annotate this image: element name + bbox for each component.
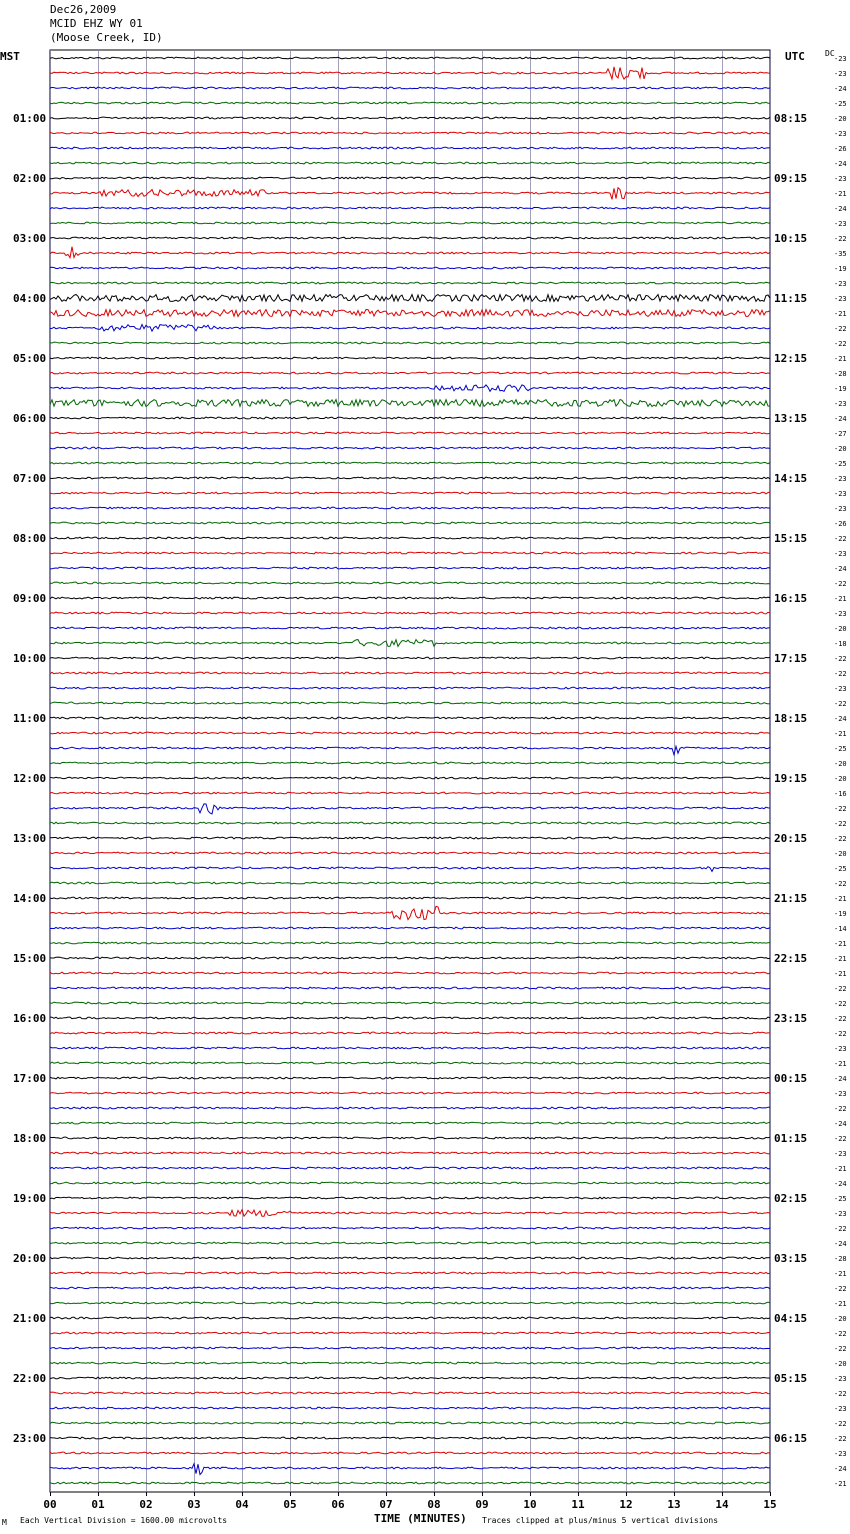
dc-offset-label: -20 — [834, 1315, 847, 1323]
dc-offset-label: -23 — [834, 1090, 847, 1098]
seismic-trace — [50, 1062, 770, 1064]
x-tick-label: 14 — [715, 1498, 729, 1511]
seismic-trace — [50, 792, 770, 794]
dc-offset-label: -22 — [834, 1390, 847, 1398]
seismic-trace — [50, 372, 770, 374]
hour-label-utc: 06:15 — [774, 1432, 808, 1445]
hour-label-mst: 06:00 — [13, 412, 47, 425]
hour-label-mst: 14:00 — [13, 892, 47, 905]
seismic-trace — [50, 1152, 770, 1154]
station-label: MCID EHZ WY 01 — [50, 17, 143, 30]
dc-offset-label: -22 — [834, 1330, 847, 1338]
dc-offset-label: -22 — [834, 655, 847, 663]
seismic-trace — [50, 67, 770, 79]
x-tick-label: 00 — [43, 1498, 57, 1511]
seismic-trace — [50, 117, 770, 119]
dc-offset-label: -22 — [834, 880, 847, 888]
hour-label-mst: 07:00 — [13, 472, 47, 485]
hour-label-mst: 20:00 — [13, 1252, 47, 1265]
dc-offset-label: -23 — [834, 1450, 847, 1458]
seismic-trace — [50, 1257, 770, 1259]
hour-label-utc: 19:15 — [774, 772, 808, 785]
dc-offset-label: -21 — [834, 970, 847, 978]
x-tick-label: 03 — [187, 1498, 201, 1511]
hour-label-utc: 22:15 — [774, 952, 808, 965]
seismic-trace — [50, 1362, 770, 1364]
plot-frame — [50, 50, 770, 1492]
hour-label-mst: 21:00 — [13, 1312, 47, 1325]
dc-offset-label: -22 — [834, 1345, 847, 1353]
dc-offset-label: -21 — [834, 355, 847, 363]
dc-offset-label: -21 — [834, 940, 847, 948]
hour-label-utc: 05:15 — [774, 1372, 808, 1385]
dc-offset-label: -22 — [834, 1285, 847, 1293]
seismic-trace — [50, 687, 770, 689]
dc-offset-label: -19 — [834, 265, 847, 273]
x-tick-label: 04 — [235, 1498, 249, 1511]
hour-label-utc: 10:15 — [774, 232, 808, 245]
location-label: (Moose Creek, ID) — [50, 31, 163, 44]
dc-offset-label: -22 — [834, 1015, 847, 1023]
clip-note: Traces clipped at plus/minus 5 vertical divisions — [482, 1516, 719, 1525]
seismic-trace — [50, 804, 770, 814]
scale-note: Each Vertical Division = 1600.00 microvolts — [20, 1516, 228, 1525]
seismic-trace — [50, 837, 770, 839]
seismic-trace — [50, 492, 770, 494]
seismic-trace — [50, 507, 770, 509]
right-timezone-label: UTC — [785, 50, 805, 63]
seismic-trace — [50, 897, 770, 899]
seismic-trace — [50, 282, 770, 284]
seismic-trace — [50, 102, 770, 104]
seismic-trace — [50, 987, 770, 989]
hour-label-mst: 11:00 — [13, 712, 47, 725]
hour-label-mst: 23:00 — [13, 1432, 47, 1445]
seismic-trace — [50, 852, 770, 854]
seismic-trace — [50, 1347, 770, 1349]
seismic-trace — [50, 640, 770, 647]
dc-offset-label: -23 — [834, 1210, 847, 1218]
dc-offset-label: -18 — [834, 640, 847, 648]
seismic-trace — [50, 597, 770, 599]
dc-offset-label: -23 — [834, 505, 847, 513]
dc-offset-label: -23 — [834, 295, 847, 303]
hour-label-utc: 00:15 — [774, 1072, 808, 1085]
seismic-trace — [50, 1122, 770, 1124]
seismic-trace — [50, 746, 770, 754]
seismic-trace — [50, 1167, 770, 1169]
seismic-trace — [50, 1017, 770, 1019]
dc-offset-label: -24 — [834, 1120, 847, 1128]
seismic-trace — [50, 537, 770, 539]
dc-offset-label: -21 — [834, 1165, 847, 1173]
seismic-trace — [50, 477, 770, 479]
x-tick-label: 12 — [619, 1498, 633, 1511]
seismic-trace — [50, 447, 770, 449]
seismic-trace — [50, 717, 770, 719]
hour-label-utc: 16:15 — [774, 592, 808, 605]
hour-label-utc: 02:15 — [774, 1192, 808, 1205]
dc-offset-label: -23 — [834, 475, 847, 483]
dc-offset-label: -23 — [834, 610, 847, 618]
seismic-trace — [50, 87, 770, 89]
dc-offset-label: -20 — [834, 850, 847, 858]
dc-offset-label: -20 — [834, 1360, 847, 1368]
seismic-trace — [50, 957, 770, 959]
seismic-trace — [50, 1317, 770, 1319]
hour-label-mst: 15:00 — [13, 952, 47, 965]
seismic-trace — [50, 942, 770, 944]
dc-offset-label: -21 — [834, 955, 847, 963]
dc-offset-label: -22 — [834, 700, 847, 708]
seismic-trace — [50, 1210, 770, 1217]
dc-offset-label: -28 — [834, 370, 847, 378]
hour-label-mst: 13:00 — [13, 832, 47, 845]
dc-offset-label: -22 — [834, 1225, 847, 1233]
date-label: Dec26,2009 — [50, 3, 117, 16]
hour-label-mst: 12:00 — [13, 772, 47, 785]
hour-label-mst: 09:00 — [13, 592, 47, 605]
dc-offset-label: -24 — [834, 160, 847, 168]
dc-offset-label: -20 — [834, 115, 847, 123]
dc-offset-label: -24 — [834, 1075, 847, 1083]
dc-offset-label: -25 — [834, 1195, 847, 1203]
dc-offset-label: -24 — [834, 1465, 847, 1473]
dc-offset-label: -24 — [834, 205, 847, 213]
dc-offset-label: -22 — [834, 340, 847, 348]
x-axis-title: TIME (MINUTES) — [374, 1512, 467, 1525]
dc-offset-label: -24 — [834, 565, 847, 573]
seismic-trace — [50, 132, 770, 134]
dc-offset-label: -21 — [834, 895, 847, 903]
dc-offset-label: -24 — [834, 85, 847, 93]
x-tick-label: 11 — [571, 1498, 585, 1511]
dc-offset-label: -25 — [834, 460, 847, 468]
x-tick-label: 06 — [331, 1498, 345, 1511]
dc-offset-label: -23 — [834, 685, 847, 693]
hour-label-mst: 04:00 — [13, 292, 47, 305]
seismic-trace — [50, 325, 770, 332]
seismic-trace — [50, 1032, 770, 1034]
seismic-trace — [50, 1407, 770, 1409]
seismic-trace — [50, 1047, 770, 1049]
seismic-trace — [50, 627, 770, 629]
seismic-trace — [50, 57, 770, 59]
seismic-trace — [50, 552, 770, 554]
hour-label-utc: 18:15 — [774, 712, 808, 725]
hour-label-mst: 18:00 — [13, 1132, 47, 1145]
hour-label-mst: 03:00 — [13, 232, 47, 245]
dc-offset-label: -23 — [834, 1150, 847, 1158]
dc-offset-label: -25 — [834, 745, 847, 753]
dc-offset-label: -20 — [834, 775, 847, 783]
seismic-trace — [50, 357, 770, 359]
hour-label-utc: 17:15 — [774, 652, 808, 665]
dc-offset-label: -20 — [834, 760, 847, 768]
seismic-trace — [50, 906, 770, 919]
x-tick-label: 10 — [523, 1498, 537, 1511]
seismic-trace — [50, 1197, 770, 1199]
dc-offset-label: -19 — [834, 910, 847, 918]
hour-label-utc: 03:15 — [774, 1252, 808, 1265]
seismic-trace — [50, 1272, 770, 1274]
dc-offset-label: -21 — [834, 1480, 847, 1488]
hour-label-mst: 05:00 — [13, 352, 47, 365]
hour-label-utc: 21:15 — [774, 892, 808, 905]
seismic-trace — [50, 972, 770, 974]
dc-offset-label: -23 — [834, 55, 847, 63]
dc-offset-label: -22 — [834, 1030, 847, 1038]
hour-label-utc: 09:15 — [774, 172, 808, 185]
dc-offset-label: -23 — [834, 220, 847, 228]
seismic-trace — [50, 1302, 770, 1304]
dc-offset-label: -22 — [834, 985, 847, 993]
seismic-trace — [50, 1092, 770, 1094]
hour-label-utc: 15:15 — [774, 532, 808, 545]
seismic-trace — [50, 1137, 770, 1139]
seismic-trace — [50, 1242, 770, 1244]
dc-offset-label: -24 — [834, 1240, 847, 1248]
seismic-trace — [50, 672, 770, 674]
dc-offset-label: -19 — [834, 385, 847, 393]
seismic-trace — [50, 222, 770, 224]
seismic-trace — [50, 462, 770, 464]
seismic-trace — [50, 1077, 770, 1079]
seismic-trace — [50, 1287, 770, 1289]
seismic-trace — [50, 342, 770, 344]
seismic-trace — [50, 732, 770, 734]
dc-offset-label: -22 — [834, 1105, 847, 1113]
hour-label-mst: 10:00 — [13, 652, 47, 665]
dc-offset-label: -20 — [834, 445, 847, 453]
hour-label-utc: 04:15 — [774, 1312, 808, 1325]
seismic-trace — [50, 1422, 770, 1424]
dc-offset-label: -16 — [834, 790, 847, 798]
hour-label-utc: 14:15 — [774, 472, 808, 485]
seismic-trace — [50, 385, 770, 392]
x-tick-label: 15 — [763, 1498, 777, 1511]
hour-label-utc: 20:15 — [774, 832, 808, 845]
dc-offset-label: -25 — [834, 100, 847, 108]
seismic-trace — [50, 310, 770, 317]
seismic-trace — [50, 1464, 770, 1475]
dc-offset-label: -23 — [834, 550, 847, 558]
dc-offset-label: -23 — [834, 1375, 847, 1383]
hour-label-utc: 08:15 — [774, 112, 808, 125]
dc-offset-label: -22 — [834, 820, 847, 828]
dc-offset-label: -23 — [834, 175, 847, 183]
seismic-trace — [50, 1452, 770, 1454]
hour-label-mst: 01:00 — [13, 112, 47, 125]
hour-label-mst: 19:00 — [13, 1192, 47, 1205]
x-tick-label: 05 — [283, 1498, 297, 1511]
corner-mark: M — [2, 1518, 7, 1527]
dc-offset-label: -23 — [834, 280, 847, 288]
seismic-trace — [50, 432, 770, 434]
dc-offset-label: -35 — [834, 250, 847, 258]
seismic-trace — [50, 777, 770, 779]
dc-offset-label: -25 — [834, 865, 847, 873]
seismic-trace — [50, 657, 770, 659]
seismic-trace — [50, 1182, 770, 1184]
dc-offset-label: -23 — [834, 490, 847, 498]
dc-offset-label: -14 — [834, 925, 847, 933]
dc-offset-label: -21 — [834, 1300, 847, 1308]
seismic-trace — [50, 882, 770, 884]
seismic-trace — [50, 582, 770, 584]
dc-offset-label: -21 — [834, 730, 847, 738]
dc-offset-label: -21 — [834, 1060, 847, 1068]
seismic-trace — [50, 207, 770, 209]
dc-offset-label: -22 — [834, 835, 847, 843]
seismic-trace — [50, 867, 770, 872]
hour-label-mst: 17:00 — [13, 1072, 47, 1085]
dc-offset-label: -23 — [834, 70, 847, 78]
seismic-trace — [50, 267, 770, 269]
seismic-trace — [50, 237, 770, 239]
seismic-trace — [50, 295, 770, 302]
dc-offset-label: -22 — [834, 535, 847, 543]
dc-offset-label: -23 — [834, 130, 847, 138]
dc-offset-label: -27 — [834, 430, 847, 438]
seismic-trace — [50, 417, 770, 419]
dc-offset-label: -22 — [834, 1435, 847, 1443]
seismic-trace — [50, 188, 770, 200]
dc-offset-label: -22 — [834, 235, 847, 243]
seismic-trace — [50, 1107, 770, 1109]
seismic-trace — [50, 400, 770, 407]
seismic-trace — [50, 702, 770, 704]
seismic-trace — [50, 1482, 770, 1484]
dc-offset-label: -22 — [834, 805, 847, 813]
seismic-trace — [50, 822, 770, 824]
seismic-trace — [50, 147, 770, 149]
dc-offset-label: -26 — [834, 520, 847, 528]
dc-offset-label: -24 — [834, 715, 847, 723]
dc-offset-label: -23 — [834, 400, 847, 408]
seismic-trace — [50, 1227, 770, 1229]
hour-label-mst: 22:00 — [13, 1372, 47, 1385]
seismic-trace — [50, 762, 770, 764]
hour-label-utc: 23:15 — [774, 1012, 808, 1025]
dc-offset-label: -22 — [834, 580, 847, 588]
x-tick-label: 01 — [91, 1498, 105, 1511]
seismic-trace — [50, 247, 770, 258]
hour-label-utc: 13:15 — [774, 412, 808, 425]
seismic-trace — [50, 522, 770, 524]
seismic-trace — [50, 177, 770, 179]
dc-offset-label: -21 — [834, 310, 847, 318]
seismic-trace — [50, 927, 770, 929]
seismic-trace — [50, 1392, 770, 1394]
seismic-trace — [50, 1437, 770, 1439]
seismic-trace — [50, 567, 770, 569]
x-tick-label: 02 — [139, 1498, 153, 1511]
hour-label-utc: 11:15 — [774, 292, 808, 305]
dc-header-label: DC — [825, 49, 835, 58]
x-tick-label: 13 — [667, 1498, 681, 1511]
dc-offset-label: -21 — [834, 1270, 847, 1278]
hour-label-mst: 02:00 — [13, 172, 47, 185]
x-tick-label: 08 — [427, 1498, 441, 1511]
dc-offset-label: -22 — [834, 1420, 847, 1428]
hour-label-utc: 01:15 — [774, 1132, 808, 1145]
dc-offset-label: -22 — [834, 670, 847, 678]
dc-offset-label: -26 — [834, 145, 847, 153]
hour-label-mst: 16:00 — [13, 1012, 47, 1025]
dc-offset-label: -22 — [834, 325, 847, 333]
hour-label-mst: 08:00 — [13, 532, 47, 545]
dc-offset-label: -22 — [834, 1000, 847, 1008]
seismic-trace — [50, 1332, 770, 1334]
seismic-trace — [50, 162, 770, 164]
seismic-trace — [50, 1002, 770, 1004]
seismic-trace — [50, 612, 770, 614]
dc-offset-label: -28 — [834, 1255, 847, 1263]
x-tick-label: 09 — [475, 1498, 489, 1511]
dc-offset-label: -24 — [834, 415, 847, 423]
seismic-trace — [50, 1377, 770, 1379]
dc-offset-label: -24 — [834, 1180, 847, 1188]
dc-offset-label: -21 — [834, 190, 847, 198]
dc-offset-label: -23 — [834, 1045, 847, 1053]
dc-offset-label: -23 — [834, 1405, 847, 1413]
hour-label-utc: 12:15 — [774, 352, 808, 365]
x-tick-label: 07 — [379, 1498, 393, 1511]
dc-offset-label: -20 — [834, 625, 847, 633]
dc-offset-label: -22 — [834, 1135, 847, 1143]
left-timezone-label: MST — [0, 50, 20, 63]
dc-offset-label: -21 — [834, 595, 847, 603]
